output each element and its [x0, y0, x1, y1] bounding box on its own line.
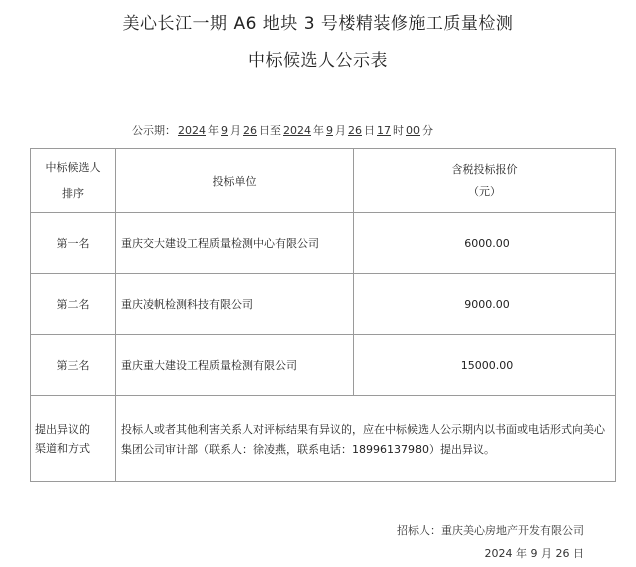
- price-value: 9000.00: [464, 297, 510, 311]
- publicity-label: 公示期：: [132, 124, 176, 137]
- row-unit: 重庆重大建设工程质量检测有限公司: [116, 335, 354, 396]
- objection-label: [31, 396, 116, 482]
- month-unit: 月: [335, 124, 346, 137]
- start-day: 26: [243, 124, 257, 137]
- start-year: 2024: [178, 124, 206, 137]
- row-rank: 第二名: [31, 274, 116, 335]
- minute-unit: 分: [422, 124, 433, 137]
- day-unit: 日: [364, 124, 375, 137]
- objection-row: [31, 396, 616, 482]
- table-row: [31, 213, 616, 274]
- table-header-row: [31, 149, 616, 213]
- header-price-line1: 含税投标报价: [451, 162, 518, 176]
- candidate-table: [30, 148, 616, 482]
- header-rank: [31, 149, 116, 213]
- objection-text: 投标人或者其他利害关系人对评标结果有异议的，应在中标候选人公示期内以书面或电话形式向美心集团公司审计部（联系人：徐凌燕，联系电话：18996137980）提出异议。: [116, 396, 616, 482]
- month-unit: 月: [230, 124, 241, 137]
- objection-label-line2: 渠道和方式: [35, 441, 90, 455]
- header-rank-line2: 排序: [62, 186, 84, 200]
- row-price: [354, 274, 616, 335]
- header-price: [354, 149, 616, 213]
- day-unit: 日: [259, 124, 270, 137]
- publicity-period: [132, 122, 433, 138]
- year-unit: 年: [208, 124, 219, 137]
- row-unit: 重庆交大建设工程质量检测中心有限公司: [116, 213, 354, 274]
- end-hour: 17: [377, 124, 391, 137]
- end-minute: 00: [406, 124, 420, 137]
- table-row: [31, 335, 616, 396]
- header-unit: 投标单位: [116, 149, 354, 213]
- document-title: 美心长江一期 A6 地块 3 号楼精装修施工质量检测: [122, 14, 514, 34]
- end-day: 26: [348, 124, 362, 137]
- to-word: 至: [270, 124, 281, 137]
- row-unit: 重庆凌帆检测科技有限公司: [116, 274, 354, 335]
- header-rank-line1: 中标候选人: [45, 160, 101, 174]
- row-price: [354, 213, 616, 274]
- header-price-line2: （元）: [468, 184, 501, 198]
- row-rank: 第一名: [31, 213, 116, 274]
- objection-label-line1: 提出异议的: [35, 422, 90, 436]
- document-subtitle: 中标候选人公示表: [248, 51, 388, 71]
- tenderer-signature: 招标人：重庆美心房地产开发有限公司: [397, 524, 584, 537]
- table-row: [31, 274, 616, 335]
- end-month: 9: [326, 124, 333, 137]
- price-value: 6000.00: [464, 236, 510, 250]
- start-month: 9: [221, 124, 228, 137]
- year-unit: 年: [313, 124, 324, 137]
- row-price: [354, 335, 616, 396]
- price-value: 15000.00: [460, 358, 514, 372]
- hour-unit: 时: [393, 124, 404, 137]
- row-rank: 第三名: [31, 335, 116, 396]
- end-year: 2024: [283, 124, 311, 137]
- signature-date: 2024 年 9 月 26 日: [484, 547, 584, 560]
